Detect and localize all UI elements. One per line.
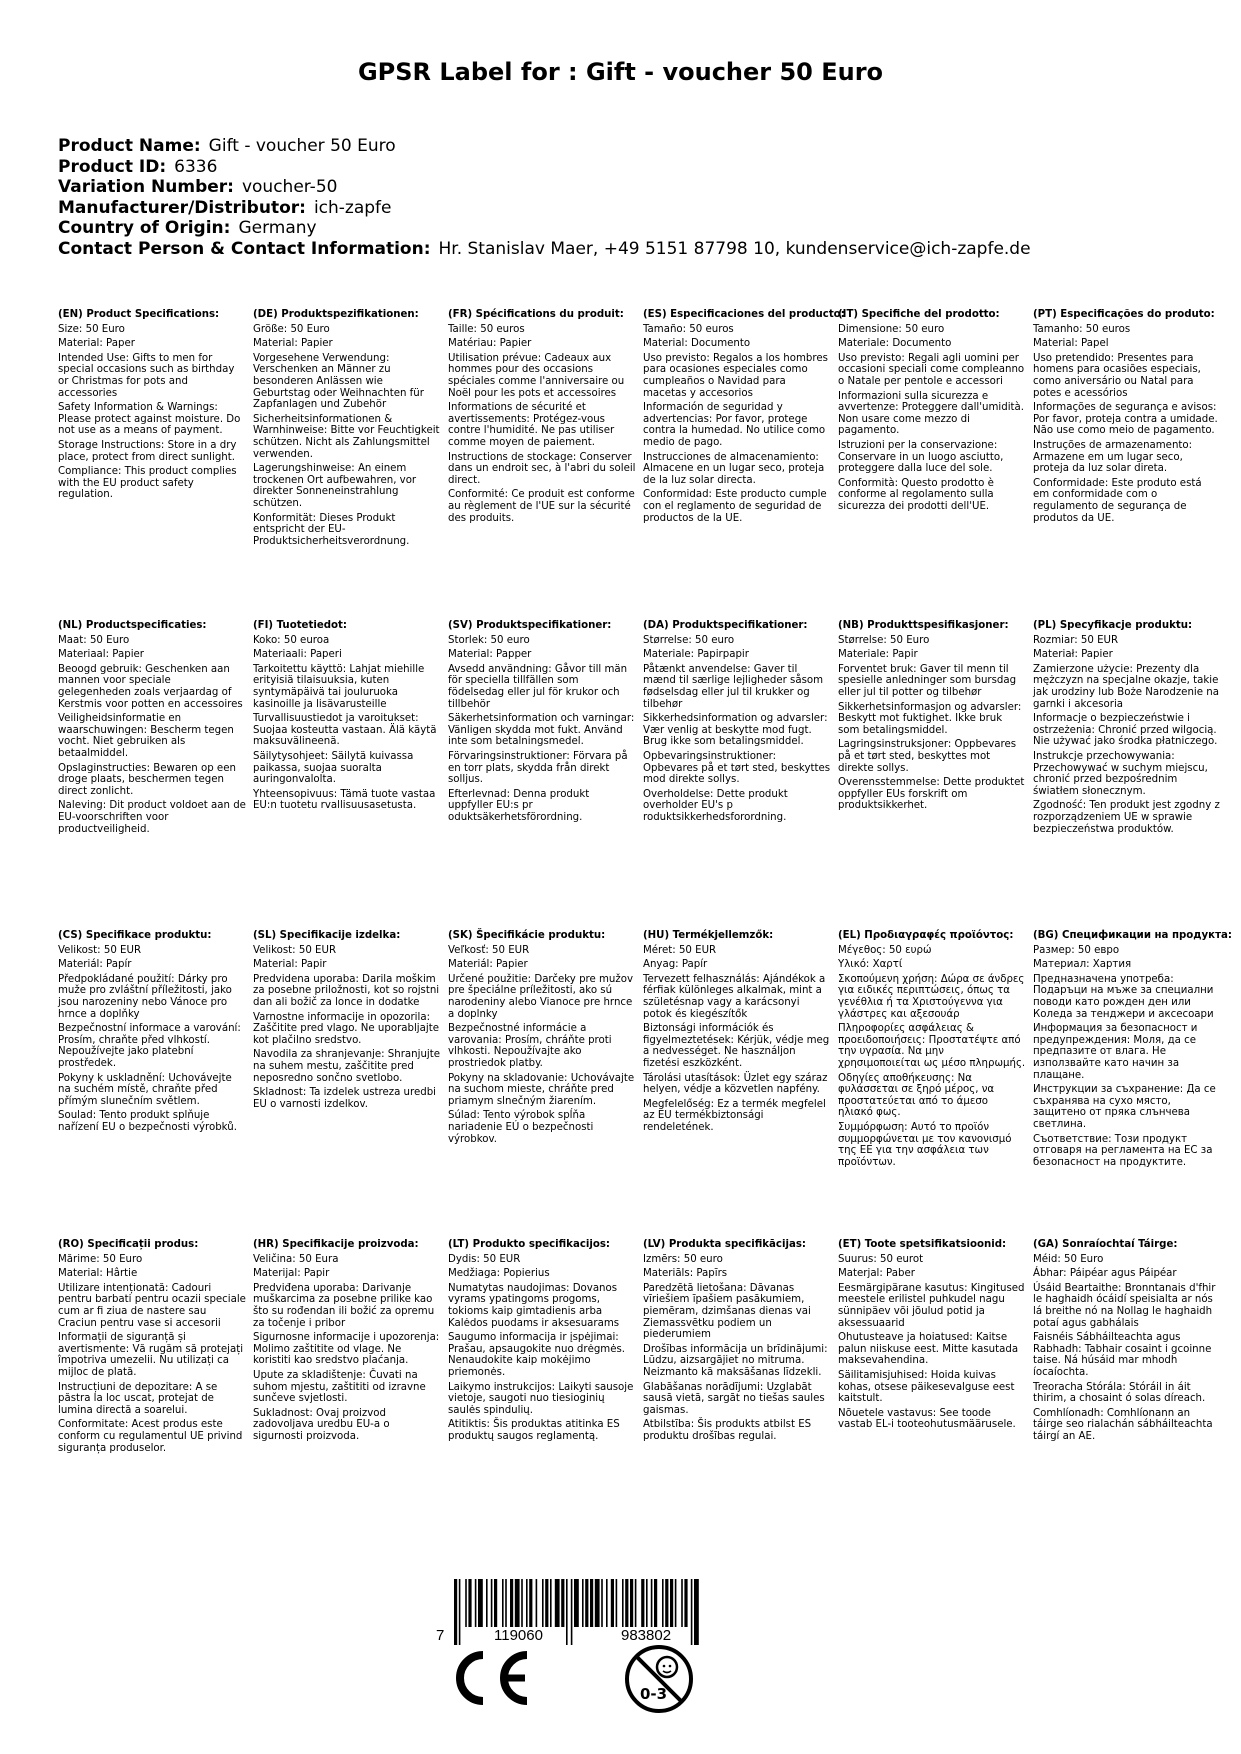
- spec-paragraph: Instrukcje przechowywania: Przechowywać w suchym miejscu, chronić przed bezpośrednim światłem słonecznym.: [1033, 750, 1208, 797]
- barcode-bar: [491, 1579, 493, 1627]
- spec-paragraph: Treoracha Stórála: Stóráil in áit thirim, a chosaint ó solas díreach.: [1033, 1381, 1206, 1405]
- spec-paragraph: Istruzioni per la conservazione: Conservare in un luogo asciutto, proteggere dalla luce del sole.: [838, 439, 1004, 475]
- spec-paragraph: Ohutusteave ja hoiatused: Kaitse palun niiskuse eest. Mitte kasutada maksevahendina.: [838, 1332, 1019, 1367]
- barcode-bar: [681, 1579, 683, 1627]
- spec-paragraph: Eesmärgipärane kasutus: Kingitused meestele erilistel puhkudel nagu sünnipäev või jõulud potid ja aksessuaarid: [838, 1282, 1025, 1329]
- spec-paragraph: Bezpečnostní informace a varování: Prosím, chraňte před vlhkostí. Nepoužívejte jako platební prostředek.: [58, 1023, 241, 1069]
- barcode-bar: [468, 1579, 471, 1627]
- barcode-bar: [465, 1579, 467, 1627]
- barcode-bar: [454, 1579, 457, 1645]
- spec-paragraph: Instrucciones de almacenamiento: Almacene en un lugar seco, proteja de la luz solar directa.: [643, 451, 825, 486]
- barcode-bar: [635, 1579, 637, 1627]
- spec-paragraph: Matériau: Papier: [448, 338, 532, 350]
- spec-block: [643, 930, 831, 1134]
- spec-block: [448, 930, 636, 1145]
- spec-paragraph: Съответствие: Този продукт отговаря на регламента на ЕС за безопасност на продуктите.: [1033, 1133, 1213, 1168]
- spec-paragraph: Lagringsinstruksjoner: Oppbevares på et tørt sted, beskyttes mot direkte sollys.: [838, 739, 1017, 774]
- country-of-origin-row: [58, 218, 1031, 239]
- product-name-row: [58, 136, 1031, 157]
- spec-paragraph: Size: 50 Euro: [58, 323, 125, 335]
- barcode-bar: [606, 1579, 608, 1627]
- spec-paragraph: Paredzētā lietošana: Dāvanas vīriešiem īpašiem pasākumiem, piemēram, dzimšanas dienas vai Ziemassvētku podiem un piederumiem: [643, 1282, 811, 1341]
- spec-paragraph: Sigurnosne informacije i upozorenja: Molimo zaštitite od vlage. Ne koristiti kao sredstvo plaćanja.: [253, 1332, 440, 1367]
- spec-paragraph: Pokyny k uskladnění: Uchovávejte na suchém místě, chraňte před přímým slunečním světlem.: [58, 1072, 232, 1107]
- barcode-digits-right: 983802: [621, 1627, 672, 1644]
- spec-paragraph: Méret: 50 EUR: [643, 944, 717, 956]
- spec-heading: (FR) Spécifications du produit:: [448, 309, 624, 320]
- spec-paragraph: Avsedd användning: Gåvor till män för speciella tillfällen som födelsedag eller jul för krukor och tillbehör: [448, 663, 628, 710]
- spec-paragraph: Určené použitie: Darčeky pre mužov pre špeciálne príležitosti, ako sú narodeniny alebo Vianoce pre hrnce a doplnky: [448, 973, 634, 1020]
- spec-paragraph: Pokyny na skladovanie: Uchovávajte na suchom mieste, chráňte pred priamym slnečným žiarením.: [448, 1072, 635, 1107]
- spec-paragraph: Laikymo instrukcijos: Laikyti sausoje vietoje, saugoti nuo tiesioginių saulės spindulių.: [448, 1381, 634, 1416]
- product-name-value: Gift - voucher 50 Euro: [208, 136, 396, 156]
- contact-value: Hr. Stanislav Maer, +49 5151 87798 10, kundenservice@ich-zapfe.de: [438, 238, 1031, 259]
- spec-paragraph: Informazioni sulla sicurezza e avvertenze: Proteggere dall'umidità. Non usare come mezzo di pagamento.: [838, 390, 1025, 437]
- spec-paragraph: Material: Hârtie: [58, 1268, 138, 1280]
- spec-paragraph: Dydis: 50 EUR: [448, 1253, 521, 1265]
- spec-paragraph: Material: Documento: [643, 338, 751, 350]
- barcode-bar: [675, 1579, 677, 1627]
- barcode-bar: [665, 1579, 668, 1627]
- spec-block: [643, 309, 845, 524]
- spec-paragraph: Veľkosť: 50 EUR: [448, 944, 530, 956]
- barcode-bar: [561, 1579, 564, 1627]
- spec-paragraph: Säilytysohjeet: Säilytä kuivassa paikassa, suojaa suoralta auringonvalolta.: [253, 750, 414, 786]
- barcode-digit-lead: 7: [436, 1627, 445, 1644]
- spec-paragraph: Материал: Хартия: [1033, 959, 1132, 971]
- spec-paragraph: Materjal: Paber: [838, 1268, 915, 1280]
- spec-paragraph: Lagerungshinweise: An einem trockenen Ort aufbewahren, vor direkter Sonneneinstrahlung schützen.: [253, 463, 417, 509]
- spec-paragraph: Soulad: Tento produkt splňuje nařízení EU o bezpečnosti výrobků.: [58, 1110, 237, 1133]
- spec-heading: (SL) Specifikacije izdelka:: [253, 930, 401, 941]
- barcode-bar: [691, 1579, 693, 1645]
- barcode-bar: [574, 1579, 579, 1627]
- spec-paragraph: Informações de segurança e avisos: Por favor, proteja contra a umidade. Não use como meio de pagamento.: [1033, 402, 1218, 437]
- spec-paragraph: Material: Papier: [253, 338, 333, 350]
- spec-block: [448, 1239, 636, 1443]
- spec-paragraph: Veličina: 50 Eura: [253, 1253, 339, 1265]
- spec-paragraph: Medžiaga: Popierius: [448, 1268, 550, 1280]
- spec-paragraph: Größe: 50 Euro: [253, 323, 330, 335]
- spec-block: [643, 1239, 831, 1443]
- svg-text:0-3: 0-3: [640, 1685, 668, 1703]
- barcode-bar: [545, 1579, 548, 1627]
- spec-heading: (CS) Specifikace produktu:: [58, 930, 212, 941]
- spec-paragraph: Informations de sécurité et avertissements: Protégez-vous contre l'humidité. Ne pas utiliser comme moyen de paiement.: [448, 402, 615, 448]
- spec-paragraph: Bezpečnostné informácie a varovania: Prosím, chráňte proti vlhkosti. Nepoužívajte ako prostriedok platby.: [448, 1023, 612, 1069]
- spec-heading: (EL) Προδιαγραφές προϊόντος:: [838, 930, 1014, 941]
- spec-paragraph: Uso previsto: Regalos a los hombres para ocasiones especiales como cumpleaños o Navidad para macetas y accesorios: [643, 352, 828, 399]
- barcode-bar: [529, 1579, 532, 1627]
- spec-paragraph: Sikkerhedsinformation og advarsler: Vær venlig at beskytte mod fugt. Brug ikke som betalingsmiddel.: [643, 713, 828, 748]
- spec-paragraph: Navodila za shranjevanje: Shranjujte na suhem mestu, zaščitite pred neposredno sončno svetlobo.: [253, 1049, 441, 1084]
- spec-paragraph: Tarkoitettu käyttö: Lahjat miehille erityisiä tilaisuuksia, kuten syntymäpäivä tai jouluruoka kasinoille ja lisävarusteille: [253, 663, 425, 710]
- spec-paragraph: Materiale: Papirpapir: [643, 649, 749, 661]
- spec-heading: (PL) Specyfikacje produktu:: [1033, 620, 1193, 631]
- spec-paragraph: Información de seguridad y advertencias: Por favor, protege contra la humedad. No utilice como medio de pago.: [643, 402, 826, 448]
- spec-paragraph: Uso previsto: Regali agli uomini per occasioni speciali come compleanno o Natale per pentole e accessori: [838, 352, 1025, 387]
- spec-paragraph: Izmērs: 50 euro: [643, 1253, 723, 1265]
- spec-paragraph: Biztonsági információk és figyelmeztetések: Kérjük, védje meg a nedvességet. Ne használjon fizetési eszközként.: [643, 1023, 830, 1069]
- barcode-bar: [611, 1579, 614, 1627]
- barcode-bar: [625, 1579, 628, 1627]
- spec-block: [1033, 1239, 1221, 1443]
- spec-heading: (PT) Especificações do produto:: [1033, 309, 1215, 320]
- spec-paragraph: Instrucțiuni de depozitare: A se păstra la loc uscat, protejat de lumina directă a soarelui.: [58, 1381, 218, 1416]
- spec-heading: (HU) Termékjellemzők:: [643, 930, 774, 941]
- manufacturer-label: Manufacturer/Distributor:: [58, 197, 306, 218]
- spec-paragraph: Drošības informācija un brīdinājumi: Lūdzu, aizsargājiet no mitruma. Neizmanto kā maksāšanas līdzekli.: [643, 1343, 828, 1378]
- spec-paragraph: Úsáid Beartaithe: Bronntanais d'fhir le haghaidh ócáidí speisialta ar nós lá breithe nó na Nollag le haghaidh potaí agus gabhálais: [1033, 1282, 1216, 1329]
- spec-paragraph: Velikost: 50 EUR: [58, 944, 142, 956]
- barcode-bar: [494, 1579, 497, 1627]
- barcode-bar: [566, 1579, 568, 1645]
- barcode-bar: [521, 1579, 523, 1627]
- spec-paragraph: Materiál: Papier: [448, 959, 528, 971]
- spec-paragraph: Upute za skladištenje: Čuvati na suhom mjestu, zaštititi od izravne sunčeve svjetlosti.: [253, 1369, 426, 1405]
- barcode-bar: [526, 1579, 528, 1627]
- spec-heading: (LT) Produkto specifikacijos:: [448, 1239, 610, 1250]
- spec-paragraph: Saugumo informacija ir įspėjimai: Prašau, apsaugokite nuo drėgmės. Nenaudokite kaip mokėjimo priemonės.: [448, 1332, 626, 1378]
- product-id-row: [58, 157, 1031, 178]
- page-title: GPSR Label for : Gift - voucher 50 Euro: [357, 58, 884, 86]
- country-of-origin-value: Germany: [238, 218, 317, 238]
- spec-block: [838, 620, 1026, 812]
- barcode-bar: [536, 1579, 538, 1627]
- spec-paragraph: Ábhar: Páipéar agus Páipéar: [1033, 1268, 1177, 1280]
- variation-number-value: voucher-50: [241, 177, 338, 197]
- spec-block: [253, 620, 441, 812]
- spec-block: [1033, 309, 1221, 524]
- spec-paragraph: Konformität: Dieses Produkt entspricht der EU-Produktsicherheitsverordnung.: [253, 512, 410, 547]
- barcode-bar: [622, 1579, 624, 1627]
- barcode-bar: [641, 1579, 644, 1627]
- spec-paragraph: Storage Instructions: Store in a dry place, protect from direct sunlight.: [58, 439, 237, 463]
- contact-row: [58, 239, 1031, 260]
- spec-paragraph: Storlek: 50 euro: [448, 634, 530, 646]
- spec-paragraph: Varnostne informacije in opozorila: Zaščitite pred vlago. Ne uporabljajte kot plačilno sredstvo.: [253, 1011, 439, 1046]
- spec-paragraph: Materiaal: Papier: [58, 649, 144, 661]
- barcode-bar: [478, 1579, 483, 1627]
- spec-heading: (SK) Špecifikácie produktu:: [448, 930, 606, 941]
- spec-paragraph: Conformitate: Acest produs este conform cu regulamentul UE privind siguranța produselor.: [58, 1419, 243, 1454]
- spec-heading: (HR) Specifikacije proizvoda:: [253, 1239, 419, 1250]
- spec-block: [253, 930, 441, 1110]
- spec-paragraph: Glabāšanas norādījumi: Uzglabāt sausā vietā, sargāt no tiešas saules gaismas.: [643, 1381, 825, 1416]
- spec-paragraph: Säilitamisjuhised: Hoida kuivas kohas, otsese päikesevalguse eest kaitstult.: [838, 1369, 1015, 1405]
- spec-paragraph: Utilizare intenționată: Cadouri pentru barbati pentru ocazii speciale cum ar fi ziua de nastere sau Craciun pentru vase si accesorii: [58, 1282, 246, 1329]
- spec-paragraph: Méid: 50 Euro: [1033, 1253, 1104, 1265]
- spec-paragraph: Sukladnost: Ovaj proizvod zadovoljava uredbu EU-a o sigurnosti proizvoda.: [253, 1407, 390, 1442]
- country-of-origin-label: Country of Origin:: [58, 218, 231, 238]
- spec-paragraph: Turvallisuustiedot ja varoitukset: Suojaa kosteutta vastaan. Älä käytä maksuvälineenä.: [253, 713, 437, 748]
- variation-number-label: Variation Number:: [58, 177, 234, 197]
- spec-heading: (ES) Especificaciones del producto:: [643, 309, 845, 320]
- spec-paragraph: Tervezett felhasználás: Ajándékok a férfiak különleges alkalmak, mint a születésnap vagy a karácsonyi potok és kiegészítők: [643, 973, 826, 1020]
- spec-paragraph: Предназначена употреба: Подаръци на мъже за специални поводи като рожден ден или Коледа за тенджери и аксесоари: [1033, 973, 1214, 1020]
- barcode-bar: [590, 1579, 593, 1627]
- spec-paragraph: Material: Papir: [253, 959, 327, 971]
- contact-label: Contact Person & Contact Information:: [58, 238, 431, 259]
- spec-paragraph: Veiligheidsinformatie en waarschuwingen: Bescherm tegen vocht. Niet gebruiken als betaalmiddel.: [58, 713, 234, 759]
- barcode-bar: [510, 1579, 513, 1627]
- spec-block: [643, 620, 831, 824]
- spec-paragraph: Opslaginstructies: Bewaren op een droge plaats, beschermen tegen direct zonlicht.: [58, 762, 236, 797]
- product-id-value: 6336: [174, 156, 218, 177]
- barcode-bar: [684, 1579, 687, 1627]
- spec-paragraph: Numatytas naudojimas: Dovanos vyrams ypatingoms progoms, tokioms kaip gimtadienis arba Kalėdos puodams ir aksesuarams: [448, 1282, 620, 1329]
- spec-paragraph: Yhteensopivuus: Tämä tuote vastaa EU:n tuotetu rvallisuusasetusta.: [253, 788, 436, 812]
- spec-paragraph: Naleving: Dit product voldoet aan de EU-voorschriften voor productveiligheid.: [58, 800, 246, 835]
- spec-paragraph: Overholdelse: Dette produkt overholder EU's p roduktsikkerhedsforordning.: [643, 788, 788, 823]
- spec-paragraph: Súlad: Tento výrobok spĺňa nariadenie EÚ o bezpečnosti výrobkov.: [448, 1110, 594, 1145]
- spec-paragraph: Taille: 50 euros: [448, 323, 525, 335]
- spec-paragraph: Koko: 50 euroa: [253, 634, 330, 646]
- barcode-bar: [571, 1579, 573, 1645]
- barcode-bar: [486, 1579, 488, 1627]
- product-info: [58, 136, 1031, 259]
- barcode-bar: [646, 1579, 648, 1627]
- barcode-bar: [585, 1579, 588, 1627]
- barcode-bar: [595, 1579, 600, 1627]
- barcode-bar: [616, 1579, 618, 1627]
- barcode-bar: [582, 1579, 584, 1627]
- spec-paragraph: Predvidena uporaba: Darila moškim za posebne priložnosti, kot so rojstni dan ali božič za lonce in dodatke: [253, 973, 440, 1008]
- spec-block: [838, 309, 1026, 513]
- spec-paragraph: Předpokládané použití: Dárky pro muže pro zvláštní příležitosti, jako jsou narozeniny nebo Vánoce pro hrnce a doplňky: [58, 973, 232, 1020]
- barcode-bar: [630, 1579, 633, 1627]
- spec-paragraph: Materiał: Papier: [1033, 649, 1113, 661]
- spec-heading: (IT) Specifiche del prodotto:: [838, 309, 1000, 320]
- spec-heading: (FI) Tuotetiedot:: [253, 620, 347, 631]
- spec-paragraph: Tamaño: 50 euros: [643, 323, 734, 335]
- spec-paragraph: Overensstemmelse: Dette produktet oppfyller EUs forskrift om produktsikkerhet.: [838, 777, 1025, 812]
- barcode-bar: [459, 1579, 461, 1645]
- spec-paragraph: Forventet bruk: Gaver til menn til spesielle anledninger som bursdag eller jul til potter og tilbehør: [838, 663, 1017, 698]
- spec-paragraph: Maat: 50 Euro: [58, 634, 130, 646]
- spec-paragraph: Zgodność: Ten produkt jest zgodny z rozporządzeniem UE w sprawie bezpieczeństwa produktów.: [1033, 800, 1220, 835]
- spec-paragraph: Conformidade: Este produto está em conformidade com o regulamento de segurança de produtos da UE.: [1033, 477, 1202, 524]
- spec-heading: (RO) Specificații produs:: [58, 1239, 199, 1250]
- barcode-bar: [654, 1579, 657, 1627]
- spec-paragraph: Efterlevnad: Denna produkt uppfyller EU:s pr oduktsäkerhetsförordning.: [448, 788, 590, 823]
- spec-paragraph: Materijal: Papir: [253, 1268, 330, 1280]
- spec-heading: (NB) Produkttspesifikasjoner:: [838, 620, 1009, 631]
- spec-heading: (DA) Produktspecifikationer:: [643, 620, 808, 631]
- spec-paragraph: Σκοπούμενη χρήση: Δώρα σε άνδρες για ειδικές περιπτώσεις, όπως τα γενέθλια ή τα Χριστούγεννα για γλάστρες και αξεσουάρ: [838, 973, 1025, 1020]
- spec-paragraph: Atbilstība: Šis produkts atbilst ES produktu drošības regulai.: [643, 1419, 812, 1442]
- spec-paragraph: Størrelse: 50 Euro: [838, 634, 930, 646]
- manufacturer-value: ich-zapfe: [313, 197, 392, 218]
- spec-paragraph: Størrelse: 50 euro: [643, 634, 735, 646]
- spec-paragraph: Sikkerhetsinformasjon og advarsler: Beskytt mot fuktighet. Ikke bruk som betalingsmiddel.: [838, 701, 1022, 736]
- spec-paragraph: Instruções de armazenamento: Armazene em um lugar seco, proteja da luz solar direta.: [1033, 439, 1193, 475]
- spec-paragraph: Инструкции за съхранение: Да се съхранява на сухо място, защитено от пряка слънчева светлина.: [1033, 1084, 1216, 1130]
- spec-paragraph: Dimensione: 50 euro: [838, 323, 945, 335]
- spec-paragraph: Πληροφορίες ασφάλειας & προειδοποιήσεις: Προστατέψτε από την υγρασία. Να μην χρησιμοποιείται ως μέσο πληρωμής.: [838, 1023, 1026, 1069]
- spec-paragraph: Anyag: Papír: [643, 959, 708, 971]
- spec-block: [448, 309, 636, 524]
- barcode-bar: [542, 1579, 544, 1627]
- spec-paragraph: Materiaali: Paperi: [253, 649, 342, 661]
- spec-paragraph: Skladnost: Ta izdelek ustreza uredbi EU o varnosti izdelkov.: [253, 1087, 437, 1110]
- spec-paragraph: Tamanho: 50 euros: [1033, 323, 1131, 335]
- spec-paragraph: Material: Paper: [58, 338, 135, 350]
- spec-block: [1033, 620, 1221, 835]
- spec-heading: (LV) Produkta specifikācijas:: [643, 1239, 806, 1250]
- spec-paragraph: Utilisation prévue: Cadeaux aux hommes pour des occasions spéciales comme l'anniversaire ou Noël pour les pots et accessoires: [448, 352, 625, 399]
- spec-heading: (EN) Product Specifications:: [58, 309, 220, 320]
- spec-paragraph: Συμμόρφωση: Αυτό το προϊόν συμμορφώνεται με τον κανονισμό της ΕΕ για την ασφάλεια των προϊόντων.: [838, 1121, 1012, 1168]
- spec-paragraph: Megfelelőség: Ez a termék megfelel az EU termékbiztonsági rendeletének.: [643, 1098, 826, 1133]
- spec-paragraph: Mărime: 50 Euro: [58, 1253, 143, 1265]
- barcode-bar: [550, 1579, 552, 1627]
- ce-mark-icon: [447, 1647, 533, 1709]
- spec-paragraph: Intended Use: Gifts to men for special occasions such as birthday or Christmas for pots and accessories: [58, 352, 235, 399]
- spec-paragraph: Comhlíonadh: Comhlíonann an táirge seo rialachán sábháilteachta táirgí an AE.: [1033, 1407, 1213, 1442]
- spec-paragraph: Materiāls: Papīrs: [643, 1268, 728, 1280]
- spec-paragraph: Safety Information & Warnings: Please protect against moisture. Do not use as a means of payment.: [58, 402, 241, 437]
- spec-paragraph: Vorgesehene Verwendung: Verschenken an Männer zu besonderen Anlässen wie Geburtstag oder Weihnachten für Zapfanlagen und Zubehör: [253, 352, 424, 411]
- spec-paragraph: Sicherheitsinformationen & Warnhinweise: Bitte vor Feuchtigkeit schützen. Nicht als Zahlungsmittel verwenden.: [253, 413, 440, 460]
- spec-heading: (DE) Produktspezifikationen:: [253, 309, 419, 320]
- spec-paragraph: Conformité: Ce produit est conforme au règlement de l'UE sur la sécurité des produits.: [448, 489, 635, 524]
- spec-block: [838, 930, 1026, 1168]
- barcode-bar: [662, 1579, 664, 1627]
- spec-paragraph: Информация за безопасност и предупреждения: Моля, да се предпазите от влага. Не използвайте като начин за плащане.: [1033, 1023, 1198, 1081]
- spec-block: [253, 309, 441, 547]
- barcode-bar: [555, 1579, 560, 1627]
- spec-heading: (BG) Спецификации на продукта:: [1033, 930, 1232, 941]
- spec-heading: (NL) Productspecificaties:: [58, 620, 207, 631]
- spec-paragraph: Uso pretendido: Presentes para homens para ocasiões especiais, como aniversário ou Natal para potes e acessórios: [1033, 352, 1201, 399]
- barcode-bar: [505, 1579, 507, 1627]
- product-name-label: Product Name:: [58, 136, 201, 156]
- spec-paragraph: Suurus: 50 eurot: [838, 1253, 924, 1265]
- spec-paragraph: Påtænkt anvendelse: Gaver til mænd til særlige lejligheder såsom fødselsdag eller jul til krukker og tilbehør: [643, 663, 824, 710]
- spec-paragraph: Materiale: Documento: [838, 338, 952, 350]
- spec-paragraph: Materiál: Papír: [58, 959, 132, 971]
- spec-paragraph: Velikost: 50 EUR: [253, 944, 337, 956]
- spec-heading: (SV) Produktspecifikationer:: [448, 620, 612, 631]
- barcode-bar: [515, 1579, 520, 1627]
- spec-paragraph: Material: Papel: [1033, 338, 1109, 350]
- spec-paragraph: Υλικό: Χαρτί: [838, 959, 903, 971]
- product-id-label: Product ID:: [58, 156, 167, 177]
- spec-paragraph: Размер: 50 евро: [1033, 944, 1120, 956]
- spec-paragraph: Compliance: This product complies with the EU product safety regulation.: [58, 466, 237, 501]
- spec-paragraph: Förvaringsinstruktioner: Förvara på en torr plats, skydda från direkt solljus.: [448, 750, 628, 786]
- spec-paragraph: Opbevaringsinstruktioner: Opbevares på et tørt sted, beskyttes mod direkte sollys.: [643, 750, 831, 786]
- spec-paragraph: Säkerhetsinformation och varningar: Vänligen skydda mot fukt. Använd inte som betalningsmedel.: [448, 713, 635, 748]
- spec-paragraph: Atitiktis: Šis produktas atitinka ES produktų saugos reglamentą.: [448, 1419, 620, 1442]
- spec-paragraph: Conformità: Questo prodotto è conforme al regolamento sulla sicurezza dei prodotti dell'UE.: [838, 477, 994, 512]
- spec-block: [58, 1239, 246, 1454]
- barcode-digits-left: 119060: [494, 1627, 543, 1644]
- barcode-bar: [475, 1579, 477, 1627]
- spec-block: [58, 930, 246, 1134]
- spec-paragraph: Predviđena uporaba: Darivanje muškarcima za posebne prilike kao što su rođendan ili božić za opremu za točenje i pribor: [253, 1282, 435, 1329]
- spec-paragraph: Nõuetele vastavus: See toode vastab EL-i tooteohutusmäärusele.: [838, 1407, 1016, 1431]
- spec-paragraph: Material: Papper: [448, 649, 532, 661]
- spec-paragraph: Informații de siguranță și avertismente: Vă rugăm să protejați împotriva umezelii. Nu utilizați ca mijloc de plată.: [58, 1332, 244, 1378]
- not-for-children-0-3-icon: [623, 1643, 695, 1715]
- spec-heading: (ET) Toote spetsifikatsioonid:: [838, 1239, 1007, 1250]
- spec-paragraph: Informacje o bezpieczeństwie i ostrzeżenia: Chronić przed wilgocią. Nie używać jako środka płatniczego.: [1033, 713, 1218, 748]
- spec-block: [253, 1239, 441, 1443]
- spec-paragraph: Conformidad: Este producto cumple con el reglamento de seguridad de productos de la UE.: [643, 489, 827, 524]
- spec-paragraph: Tárolási utasítások: Üzlet egy száraz helyen, védje a közvetlen napfény.: [643, 1072, 828, 1096]
- spec-block: [58, 620, 246, 835]
- spec-paragraph: Zamierzone użycie: Prezenty dla mężczyzn na specjalne okazje, takie jak urodziny lub Boże Narodzenie na garnki i akcesoria: [1033, 663, 1219, 710]
- spec-paragraph: Rozmiar: 50 EUR: [1033, 634, 1119, 646]
- barcode-bar: [670, 1579, 673, 1627]
- barcode-bar: [651, 1579, 653, 1627]
- spec-paragraph: Οδηγίες αποθήκευσης: Να φυλάσσεται σε ξηρό μέρος, να προστατεύεται από το άμεσο ηλιακό φως.: [838, 1072, 995, 1119]
- spec-block: [448, 620, 636, 824]
- variation-number-row: [58, 177, 1031, 198]
- barcode-bar: [502, 1579, 504, 1627]
- spec-paragraph: Beoogd gebruik: Geschenken aan mannen voor speciale gelegenheden zoals verjaardag of Kerstmis voor potten en accessoires: [58, 663, 243, 710]
- spec-block: [838, 1239, 1026, 1431]
- spec-block: [1033, 930, 1232, 1168]
- spec-paragraph: Faisnéis Sábháilteachta agus Rabhadh: Tabhair cosaint i gcoinne taise. Ná húsáid mar mhodh íocaíochta.: [1033, 1332, 1212, 1378]
- spec-block: [58, 309, 246, 501]
- spec-heading: (GA) Sonraíochtaí Táirge:: [1033, 1239, 1178, 1250]
- spec-paragraph: Materiale: Papir: [838, 649, 918, 661]
- barcode-bar: [694, 1579, 699, 1645]
- spec-paragraph: Μέγεθος: 50 ευρώ: [838, 944, 932, 956]
- manufacturer-row: [58, 198, 1031, 219]
- spec-paragraph: Instructions de stockage: Conserver dans un endroit sec, à l'abri du soleil direct.: [448, 451, 636, 486]
- barcode-bar: [601, 1579, 603, 1627]
